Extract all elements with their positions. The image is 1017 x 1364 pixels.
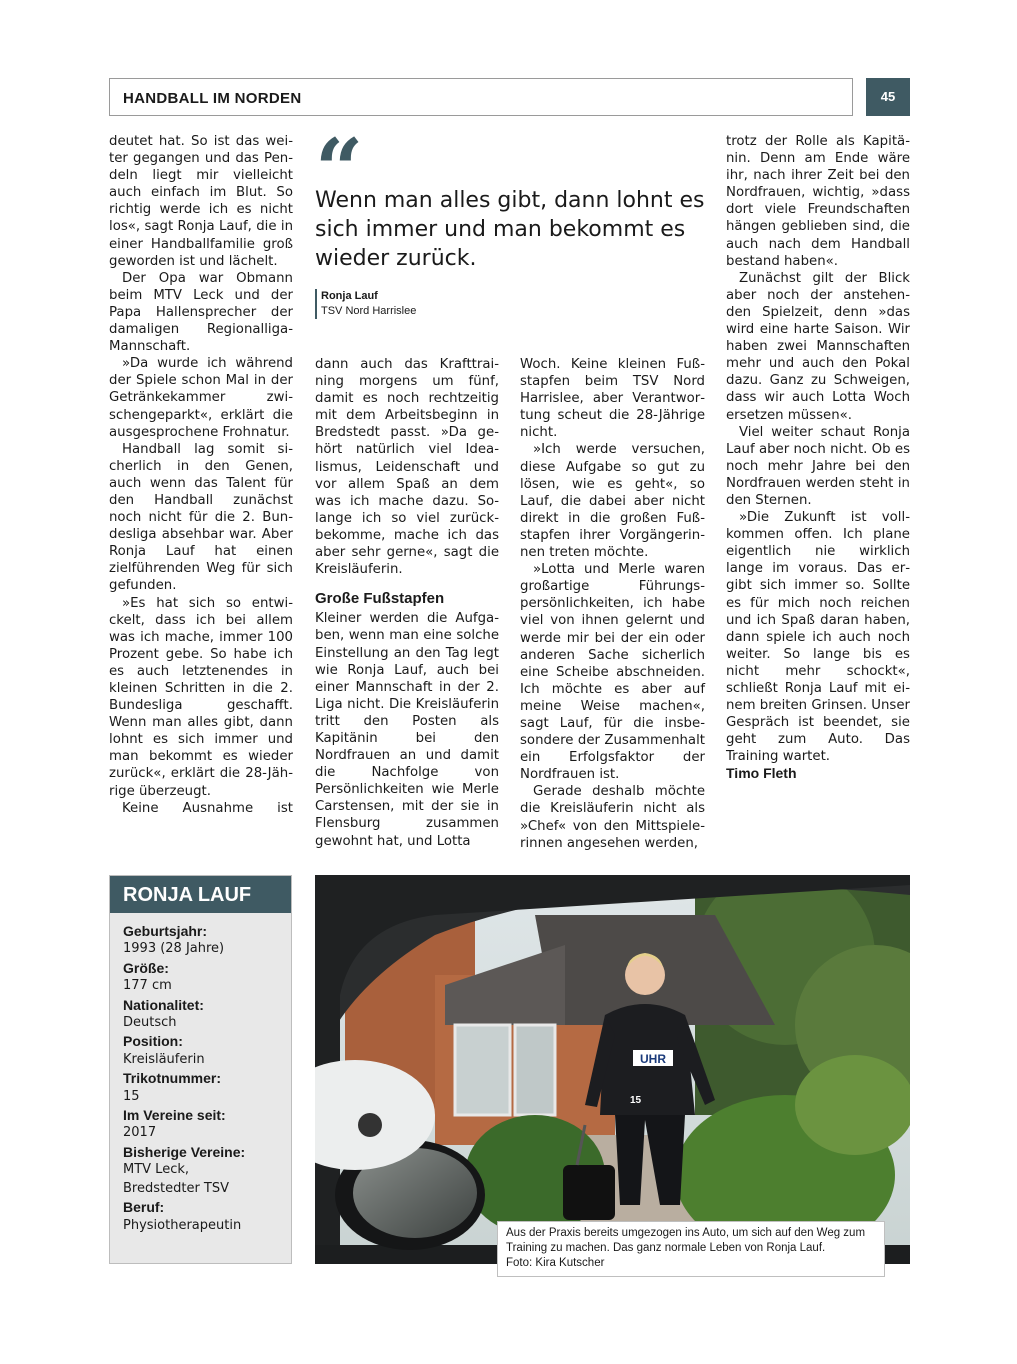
info-value: Deutsch <box>123 1015 177 1031</box>
section-header <box>109 78 853 116</box>
article-column-2 <box>315 356 499 850</box>
paragraph: dann auch das Krafttraining morgens um fünf, damit es noch rechtzeitig mit dem Arbeitsbeginn in Bredstedt passt. »Da gehört natürlich viel Idealismus, Leidenschaft und vor allem Spaß an dem was ich mache dazu. Solange ich so viel zurückbekomme, mache ich das aber sehr gerne«, sagt die Kreisläuferin. <box>315 357 499 578</box>
pull-quote: Wenn man alles gibt, dann lohnt es sich immer und man bekommt es wieder zurück. <box>315 188 705 271</box>
paragraph: Woch. Keine kleinen Fußstapfen beim TSV Nord Harrislee, aber Verantwortung scheut die 28-Jährige nicht. <box>520 357 705 441</box>
info-label: Geburtsjahr: <box>123 923 208 939</box>
info-value: 15 <box>123 1088 140 1104</box>
jersey-sponsor: UHR <box>640 1052 666 1066</box>
paragraph: Handball lag somit sicherlich in den Genen, auch wenn das Talent für den Handball zunächst noch nicht für die 2. Bundesliga absehbar war. Aber Ronja Lauf hat einen zielführenden Weg für sich gefunden. <box>109 441 293 594</box>
info-label: Bisherige Vereine: <box>123 1143 246 1160</box>
caption-text: Aus der Praxis bereits umgezogen ins Auto, um sich auf den Weg zum Training zu machen. Das ganz normale Leben von Ronja Lauf. <box>506 1227 866 1254</box>
photo-credit: Foto: Kira Kutscher <box>506 1257 605 1269</box>
info-value: Kreisläuferin <box>123 1051 205 1067</box>
player-info-box <box>109 875 292 1264</box>
article-column-1 <box>109 133 293 817</box>
paragraph: »Lotta und Merle waren großartige Führungspersönlichkeiten, ich habe viel von ihnen gelernt und werde mir bei der ein oder anderen Sache sicherlich eine Scheibe abschneiden. Ich möchte es aber auf meine Weise machen«, sagt Lauf, für die insbesondere der Zusammenhalt ein Erfolgsfaktor der Nordfrauen ist. <box>520 562 705 783</box>
info-value: 2017 <box>123 1125 157 1141</box>
photo-illustration <box>315 875 910 1264</box>
info-label: Trikotnummer: <box>123 1070 222 1087</box>
paragraph: Zunächst gilt der Blick aber noch der anstehenden Spielzeit, denn »das wird eine harte Saison. Wir haben zwei Mannschaften mehr und auch den Pokal dazu. Ganz zu Schweigen, dass wir auch Lotta Woch ersetzen müssen«. <box>726 270 910 423</box>
info-label: Nationalitet: <box>123 996 204 1013</box>
quote-club: TSV Nord Harrislee <box>321 305 417 317</box>
info-value: Bredstedter TSV <box>123 1180 230 1196</box>
info-value: Physiotherapeutin <box>123 1217 242 1233</box>
photo-caption <box>497 1221 885 1277</box>
info-box-title: RONJA LAUF <box>110 876 291 913</box>
paragraph: Kleiner werden die Aufgaben, wenn man eine solche Einstellung an den Tag legt wie Ronja Lauf, auch bei einer Mannschaft in der 2. Liga nicht. Die Kreisläuferin tritt den Posten als Kapitänin bei den Nordfrauen an und damit die Nachfolge von Persönlichkeiten wie Merle Carstensen, mit der sie in Flensburg zusammen gewohnt hat, und Lotta <box>315 611 499 849</box>
info-label: Position: <box>123 1033 183 1050</box>
section-title: HANDBALL IM NORDEN <box>123 90 302 107</box>
author-byline: Timo Fleth <box>726 765 797 782</box>
quote-author: Ronja Lauf <box>321 290 378 302</box>
paragraph: »Ich werde versuchen, diese Aufgabe so gut zu lösen, wie es geht«, so Lauf, die dabei aber nicht direkt in die großen Fußstapfen ihrer Vorgängerinnen treten möchte. <box>520 442 705 561</box>
quote-attribution <box>315 289 416 319</box>
info-list <box>110 913 291 1235</box>
article-column-3 <box>520 356 705 852</box>
paragraph: Gerade deshalb möchte die Kreisläuferin nicht als »Chef« von den Mittspielerinnen angesehen werden, <box>520 784 705 851</box>
article-column-4 <box>726 133 910 783</box>
paragraph: Der Opa war Obmann beim MTV Leck und der Papa Hallensprecher der damaligen Regionalliga-Mannschaft. <box>109 270 293 355</box>
info-value: 177 cm <box>123 978 172 994</box>
article-photo <box>315 875 910 1264</box>
paragraph: Viel weiter schaut Ronja Lauf aber noch nicht. Ob es noch mehr Jahre bei den Nordfrauen werden steht in den Sternen. <box>726 424 910 508</box>
info-label: Größe: <box>123 959 169 976</box>
paragraph: Keine Ausnahme ist <box>122 800 293 816</box>
paragraph: »Da wurde ich während der Spiele schon Mal in der Getränkekammer zwischengeparkt«, erklärt die ausgesprochene Frohnatur. <box>109 356 293 440</box>
quote-mark-icon: “ <box>315 120 364 219</box>
jersey-number: 15 <box>630 1095 642 1106</box>
subheading: Große Fußstapfen <box>315 590 445 608</box>
info-label: Im Vereine seit: <box>123 1107 226 1124</box>
paragraph: deutet hat. So ist das weiter gegangen und das Pendeln liegt mir vielleicht auch einfach im Blut. So richtig werde ich es nicht los«, sagt Ronja Lauf, die in einer Handballfamilie groß geworden ist und lächelt. <box>109 134 293 269</box>
page-number: 45 <box>866 78 910 116</box>
paragraph: trotz der Rolle als Kapitänin. Denn am Ende wäre ihr, nach ihrer Zeit bei den Nordfrauen, wichtig, »dass dort viele Freundschaften hängen geblieben sind, die auch nach dem Handball bestand haben«. <box>726 134 910 269</box>
info-value: MTV Leck, <box>123 1162 190 1178</box>
info-value: 1993 (28 Jahre) <box>123 941 225 957</box>
paragraph: »Die Zukunft ist vollkommen offen. Ich plane eigentlich nie wirklich lange im voraus. Das ergibt sich immer so. Sollte es für mich noch reichen und ich Spaß daran haben, dann spiele ich auch noch weiter. So lange bis es nicht mehr schockt«, schließt Ronja Lauf mit einem breiten Grinsen. Unser Gespräch ist beendet, sie geht zum Auto. Das Training wartet. <box>726 510 910 765</box>
paragraph: »Es hat sich so entwickelt, dass ich bei allem was ich mache, immer 100 Prozent gebe. So habe ich es auch letztenendes in kleinen Schritten in die 2. Bundesliga geschafft. Wenn man alles gibt, dann lohnt es sich immer und man bekommt es wieder zurück«, erklärt die 28-Jährige überzeugt. <box>109 595 293 799</box>
info-label: Beruf: <box>123 1199 165 1216</box>
